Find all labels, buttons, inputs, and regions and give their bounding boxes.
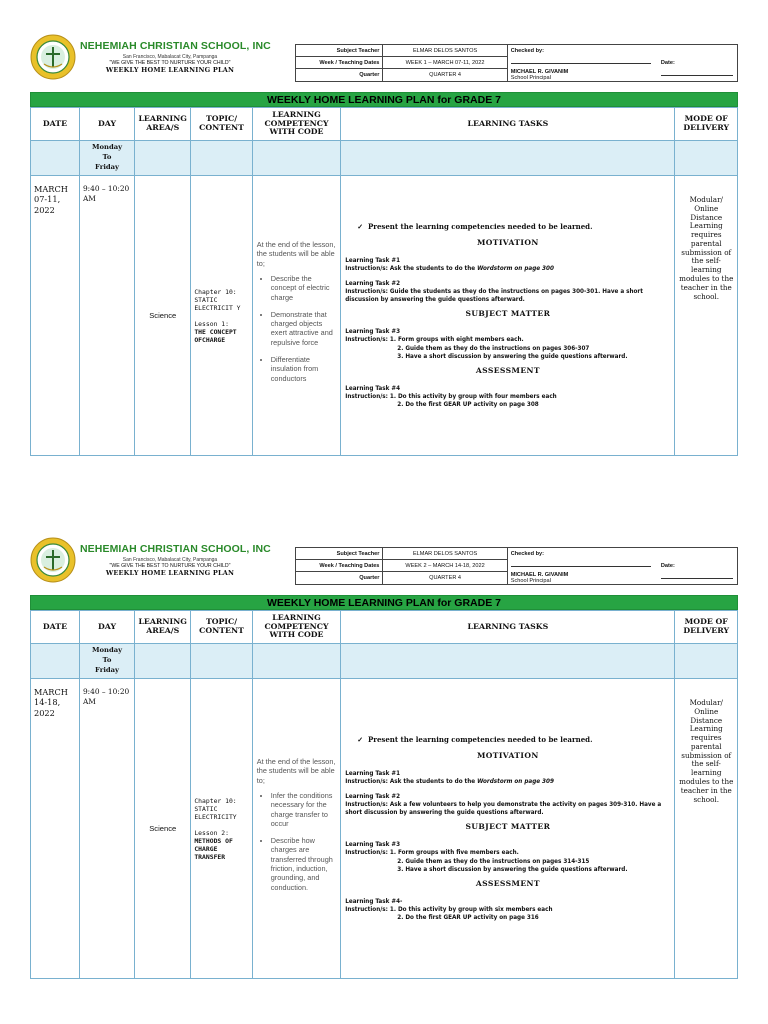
col-day-header: DAY <box>79 108 134 141</box>
assessment-heading: ASSESSMENT <box>475 365 540 375</box>
col-date-header: DATE <box>31 108 80 141</box>
topic-content: Chapter 10: STATIC ELECTRICITY Lesson 2: METHODS OF CHARGE TRANSFER <box>191 679 252 979</box>
task-4-label: Learning Task #4- <box>345 897 403 905</box>
subject-matter-heading: SUBJECT MATTER <box>465 309 551 319</box>
date-line <box>661 72 733 76</box>
signature-line <box>511 60 651 64</box>
competency-item: • Describe how charges are transferred through friction, induction, grounding, and conduction. <box>271 836 337 892</box>
col-day-header: DAY <box>79 611 134 644</box>
lesson-time: 9:40 – 10:20 AM <box>79 679 134 979</box>
quarter-label: Quarter <box>296 69 383 82</box>
competency-item: • Describe the concept of electric charge <box>271 274 337 302</box>
week-dates-label: Week / Teaching Dates <box>296 560 383 572</box>
subject-matter-heading: SUBJECT MATTER <box>465 822 551 832</box>
week-dates-value: WEEK 2 – MARCH 14-18, 2022 <box>383 560 507 572</box>
plan-label: WEEKLY HOME LEARNING PLAN <box>105 66 235 74</box>
week-dates-value: WEEK 1 – MARCH 07-11, 2022 <box>383 57 507 69</box>
days-row <box>31 644 738 679</box>
task-3-line-1: Instruction/s: 1. Form groups with eight members each. <box>345 336 524 344</box>
days-row <box>31 141 738 176</box>
competency-item: • Differentiate insulation from conductors <box>271 355 337 383</box>
task-4-line-1: Instruction/s: 1. Do this activity by group with six members each <box>345 906 553 914</box>
date-label: Date: <box>658 57 738 69</box>
school-name: NEHEMIAH CHRISTIAN SCHOOL, INC <box>80 543 271 555</box>
col-competency-header: LEARNING COMPETENCY WITH CODE <box>252 108 341 141</box>
signature-line <box>511 563 651 567</box>
lesson-date: MARCH 07-11, 2022 <box>31 176 80 456</box>
days-range: Monday To Friday <box>79 644 134 679</box>
task-3-line-2: 2. Guide them as they do the instructions on pages 306-307 <box>397 344 590 352</box>
learning-area: Science <box>135 176 191 456</box>
col-topic-header: TOPIC/ CONTENT <box>191 611 252 644</box>
task-3-line-3: 3. Have a short discussion by answering the guide questions afterward. <box>397 865 628 873</box>
task-2-label: Learning Task #2 <box>345 792 401 800</box>
task-4-label: Learning Task #4 <box>345 384 401 392</box>
school-seal-logo <box>30 537 76 583</box>
task-3-line-1: Instruction/s: 1. Form groups with five members each. <box>345 849 519 857</box>
weekly-plan-week-1 <box>30 34 738 456</box>
lesson-row <box>31 679 738 979</box>
competency-list <box>257 791 337 892</box>
lesson-date: MARCH 14-18, 2022 <box>31 679 80 979</box>
competency-item: • Demonstrate that charged objects exert attractive and repulsive force <box>271 310 337 347</box>
learning-tasks <box>341 679 675 979</box>
competency-list <box>257 274 337 383</box>
task-4-line-2: 2. Do the first GEAR UP activity on page 316 <box>397 914 539 922</box>
school-seal-logo <box>30 34 76 80</box>
quarter-value: QUARTER 4 <box>383 69 507 82</box>
date-line <box>661 575 733 579</box>
task-2-label: Learning Task #2 <box>345 279 401 287</box>
date-label: Date: <box>658 560 738 572</box>
school-address: San Francisco, Mabalacat City, Pampanga <box>122 557 218 563</box>
principal-title: School Principal <box>510 74 551 81</box>
lesson-row <box>31 176 738 456</box>
task-4-line-1: Instruction/s: 1. Do this activity by group with four members each <box>345 393 557 401</box>
col-tasks-header: LEARNING TASKS <box>341 108 675 141</box>
task-1-instruction: Instruction/s: Ask the students to do the Wordstorm on page 309 <box>345 777 554 785</box>
plan-label: WEEKLY HOME LEARNING PLAN <box>105 569 235 577</box>
col-area-header: LEARNING AREA/S <box>135 611 191 644</box>
principal-name: MICHAEL R. GIVANIM <box>510 68 569 75</box>
task-2-instruction: Instruction/s: Ask a few volunteers to help you demonstrate the activity on pages 309-310. Have a short discussion by answering the guide questions afterward. <box>345 801 662 817</box>
task-3-label: Learning Task #3 <box>345 328 401 336</box>
subject-teacher-value: ELMAR DELOS SANTOS <box>383 548 507 560</box>
quarter-label: Quarter <box>296 572 383 585</box>
info-table <box>295 547 738 585</box>
task-1-instruction: Instruction/s: Ask the students to do the Wordstorm on page 300 <box>345 264 554 272</box>
days-range: Monday To Friday <box>79 141 134 176</box>
weekly-plan-week-2 <box>30 537 738 979</box>
col-mode-header: MODE OF DELIVERY <box>675 108 738 141</box>
col-topic-header: TOPIC/ CONTENT <box>191 108 252 141</box>
task-3-line-2: 2. Guide them as they do the instructions on pages 314-315 <box>397 857 590 865</box>
grade-banner: WEEKLY HOME LEARNING PLAN for GRADE 7 <box>30 92 738 107</box>
checked-by-label: Checked by: <box>507 45 658 57</box>
quarter-value: QUARTER 4 <box>383 572 507 585</box>
learning-area: Science <box>135 679 191 979</box>
topic-content: Chapter 10: STATIC ELECTRICIT Y Lesson 1: THE CONCEPT OFCHARGE <box>191 176 252 456</box>
col-mode-header: MODE OF DELIVERY <box>675 611 738 644</box>
school-name: NEHEMIAH CHRISTIAN SCHOOL, INC <box>80 40 271 52</box>
motivation-heading: MOTIVATION <box>476 750 539 760</box>
col-competency-header: LEARNING COMPETENCY WITH CODE <box>252 611 341 644</box>
header-row <box>31 108 738 141</box>
school-motto: "WE GIVE THE BEST TO NURTURE YOUR CHILD" <box>109 60 231 66</box>
col-area-header: LEARNING AREA/S <box>135 108 191 141</box>
subject-teacher-value: ELMAR DELOS SANTOS <box>383 45 507 57</box>
subject-teacher-label: Subject Teacher <box>296 548 383 560</box>
plan-table <box>30 610 738 979</box>
header-row <box>31 611 738 644</box>
motivation-heading: MOTIVATION <box>476 237 539 247</box>
task-4-line-2: 2. Do the first GEAR UP activity on page 308 <box>397 401 539 409</box>
lesson-time: 9:40 – 10:20 AM <box>79 176 134 456</box>
principal-name: MICHAEL R. GIVANIM <box>510 571 569 578</box>
present-competencies: ✓ Present the learning competencies needed to be learned. <box>357 221 593 231</box>
school-motto: "WE GIVE THE BEST TO NURTURE YOUR CHILD" <box>109 563 231 569</box>
task-3-label: Learning Task #3 <box>345 841 401 849</box>
mode-of-delivery: Modular/ Online Distance Learning requires parental submission of the self- learning modules to the teacher in the school. <box>675 176 738 456</box>
col-tasks-header: LEARNING TASKS <box>341 611 675 644</box>
present-competencies: ✓ Present the learning competencies needed to be learned. <box>357 734 593 744</box>
task-1-label: Learning Task #1 <box>345 256 401 264</box>
mode-of-delivery: Modular/ Online Distance Learning requires parental submission of the self- learning modules to the teacher in the school. <box>675 679 738 979</box>
week-dates-label: Week / Teaching Dates <box>296 57 383 69</box>
info-table <box>295 44 738 82</box>
principal-title: School Principal <box>510 577 551 584</box>
learning-tasks <box>341 176 675 456</box>
competency-item: • Infer the conditions necessary for the charge transfer to occur <box>271 791 337 828</box>
col-date-header: DATE <box>31 611 80 644</box>
subject-teacher-label: Subject Teacher <box>296 45 383 57</box>
plan-header <box>30 537 738 595</box>
task-1-label: Learning Task #1 <box>345 769 401 777</box>
checked-by-label: Checked by: <box>507 548 658 560</box>
learning-competency: At the end of the lesson, the students will be able to; • Describe the concept of electric charge • Demonstrate that charged objects exert attractive and repulsive force • Differentiate insulation from conductors <box>252 176 341 456</box>
assessment-heading: ASSESSMENT <box>475 878 540 888</box>
plan-header <box>30 34 738 92</box>
learning-competency: At the end of the lesson, the students will be able to; • Infer the conditions necessary for the charge transfer to occur • Describe how charges are transferred through friction, induction, grounding, and conduction. <box>252 679 341 979</box>
grade-banner: WEEKLY HOME LEARNING PLAN for GRADE 7 <box>30 595 738 610</box>
school-address: San Francisco, Mabalacat City, Pampanga <box>122 54 218 60</box>
plan-table <box>30 107 738 456</box>
task-2-instruction: Instruction/s: Guide the students as they do the instructions on pages 300-301. Have a short discussion by answering the guide questions afterward. <box>345 288 643 304</box>
task-3-line-3: 3. Have a short discussion by answering the guide questions afterward. <box>397 352 628 360</box>
